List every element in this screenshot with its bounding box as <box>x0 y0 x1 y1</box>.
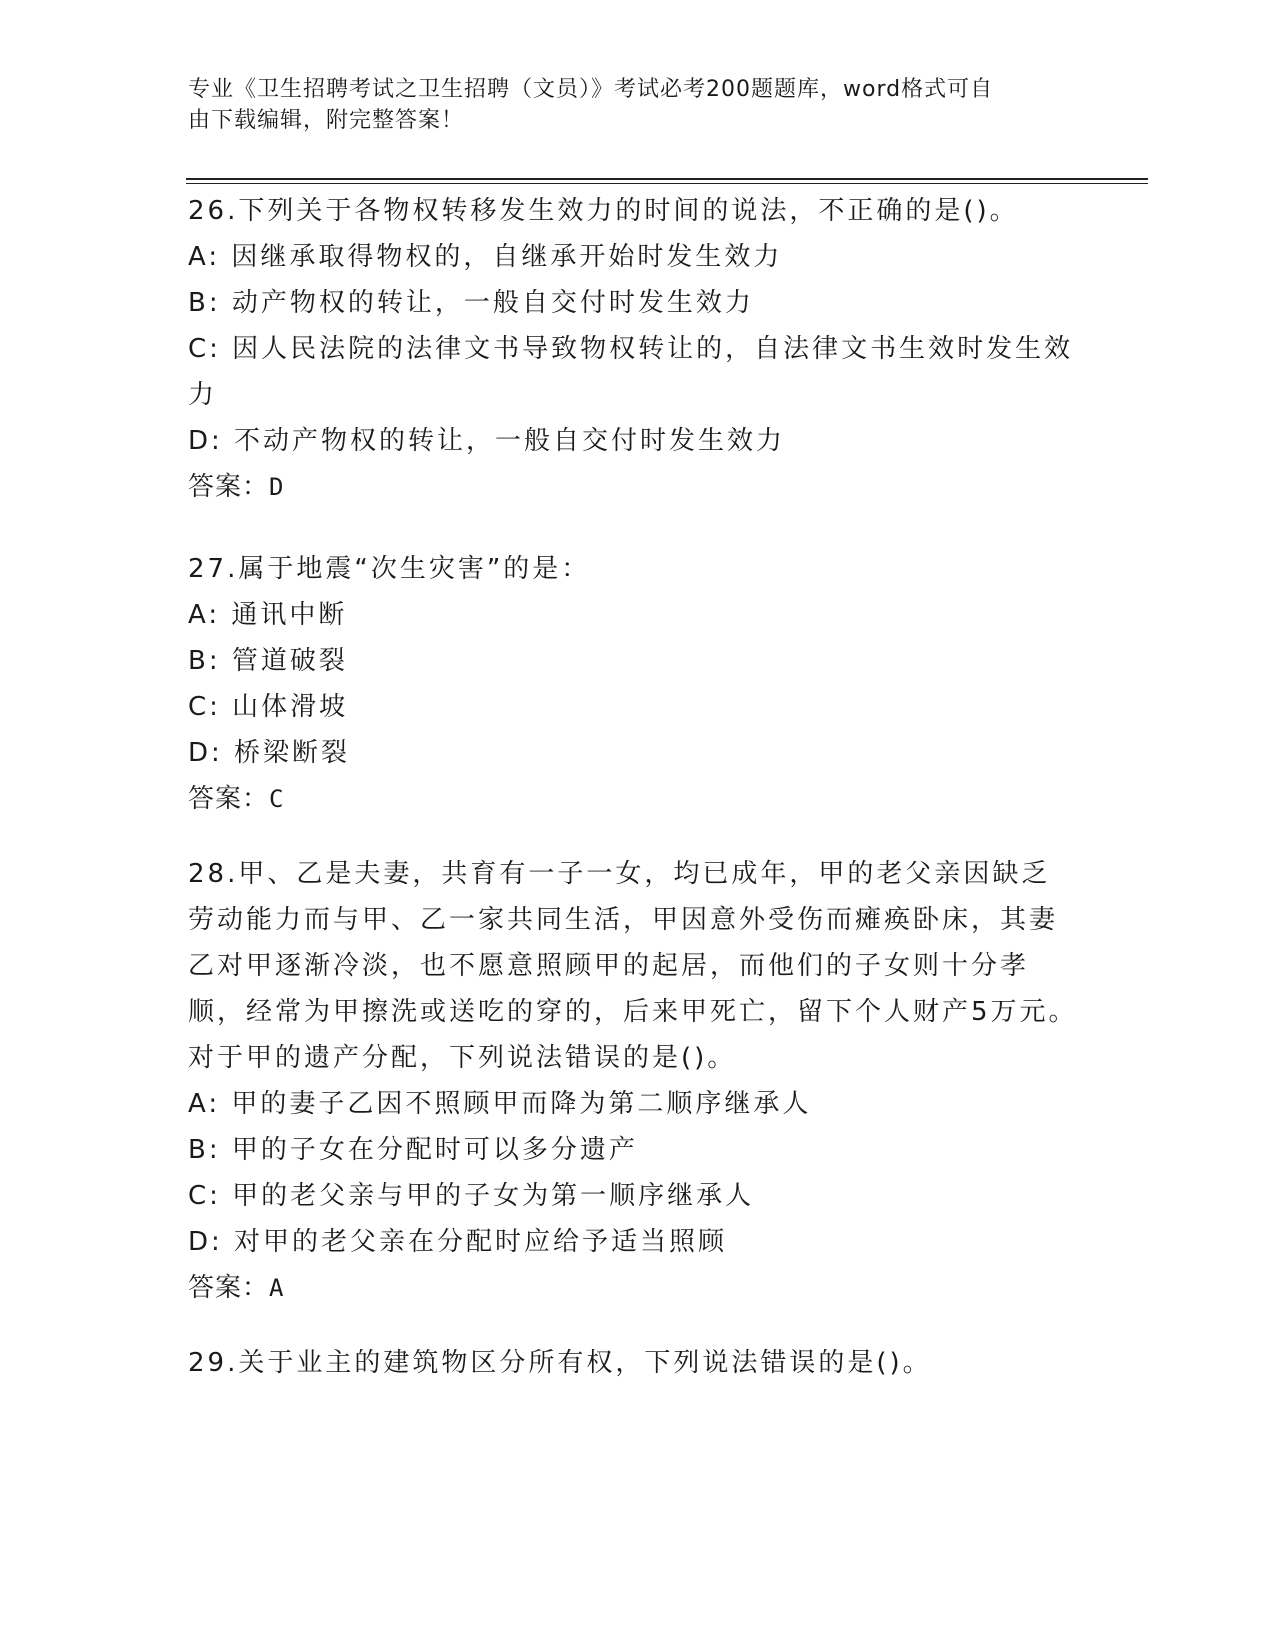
document-header <box>188 74 1068 136</box>
answer-value: D <box>269 473 285 501</box>
header-line-1: 专业《卫生招聘考试之卫生招聘（文员）》考试必考200题题库，word格式可自 <box>188 77 994 102</box>
header-divider-thin <box>186 183 1148 184</box>
answer-value: A <box>269 1274 285 1302</box>
option-d: D: 桥梁断裂 <box>188 738 351 768</box>
question-stem: 28.甲、乙是夫妻，共育有一子一女，均已成年，甲的老父亲因缺乏劳动能力而与甲、乙一家共同生活，甲因意外受伤而瘫痪卧床，其妻乙对甲逐渐冷淡，也不愿意照顾甲的起居，而他们的子女则十分孝顺，经常为甲擦洗或送吃的穿的，后来甲死亡，留下个人财产5万元。对于甲的遗产分配，下列说法错误的是()。 <box>188 859 1078 1073</box>
option-d: D: 不动产物权的转让，一般自交付时发生效力 <box>188 426 786 456</box>
question-26 <box>188 188 1078 510</box>
answer-line <box>188 776 1078 822</box>
option-a: A: 通讯中断 <box>188 600 348 630</box>
option-c: C: 山体滑坡 <box>188 692 349 722</box>
option-b: B: 管道破裂 <box>188 646 348 676</box>
question-27 <box>188 546 1078 822</box>
answer-line <box>188 464 1078 510</box>
answer-label: 答案： <box>188 784 270 814</box>
header-line-2: 由下载编辑，附完整答案！ <box>188 108 465 133</box>
option-b: B: 动产物权的转让，一般自交付时发生效力 <box>188 288 754 318</box>
option-d: D: 对甲的老父亲在分配时应给予适当照顾 <box>188 1227 728 1257</box>
header-divider-thick <box>186 178 1148 180</box>
answer-label: 答案： <box>188 1273 270 1303</box>
question-stem: 26.下列关于各物权转移发生效力的时间的说法，不正确的是()。 <box>188 196 1019 226</box>
answer-value: C <box>269 785 285 813</box>
option-c: C: 甲的老父亲与甲的子女为第一顺序继承人 <box>188 1181 755 1211</box>
question-stem: 29.关于业主的建筑物区分所有权，下列说法错误的是()。 <box>188 1348 932 1378</box>
answer-line <box>188 1265 1078 1311</box>
question-stem: 27.属于地震“次生灾害”的是： <box>188 554 591 584</box>
option-a: A: 因继承取得物权的，自继承开始时发生效力 <box>188 242 783 272</box>
option-a: A: 甲的妻子乙因不照顾甲而降为第二顺序继承人 <box>188 1089 812 1119</box>
answer-label: 答案： <box>188 472 270 502</box>
question-29 <box>188 1340 1078 1386</box>
option-c: C: 因人民法院的法律文书导致物权转让的，自法律文书生效时发生效力 <box>188 334 1074 410</box>
option-b: B: 甲的子女在分配时可以多分遗产 <box>188 1135 638 1165</box>
question-28 <box>188 851 1078 1311</box>
